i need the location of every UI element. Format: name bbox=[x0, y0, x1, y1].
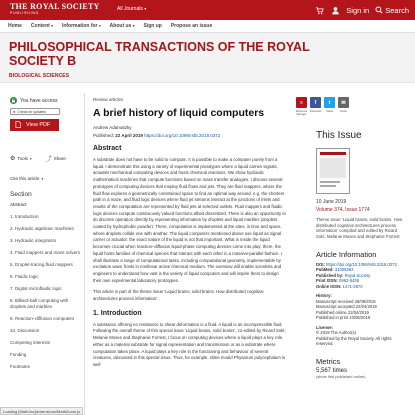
share-label: Share bbox=[53, 156, 66, 161]
license-line: © 2019 The Author(s) bbox=[316, 330, 357, 336]
nav-item-about-us-label: About us bbox=[109, 23, 132, 29]
share-facebook[interactable] bbox=[310, 97, 321, 116]
license-heading: License: bbox=[316, 324, 333, 330]
email-glyph: ✉ bbox=[341, 99, 346, 106]
gear-icon: ⚙ bbox=[10, 156, 16, 162]
print-issn-label: Print ISSN: bbox=[316, 278, 338, 284]
article-type: Review articles bbox=[93, 97, 124, 102]
cite-this-article[interactable] bbox=[10, 176, 82, 181]
journal-subtitle: BIOLOGICAL SCIENCES bbox=[9, 73, 70, 79]
this-issue-heading: This Issue bbox=[316, 130, 362, 141]
nav-item-content-label: Content bbox=[30, 23, 50, 29]
nav-item-home[interactable]: Home bbox=[8, 23, 22, 29]
metrics-heading: Metrics bbox=[316, 356, 341, 366]
access-indicator bbox=[10, 97, 82, 104]
article-main bbox=[93, 97, 288, 369]
section-item[interactable]: Funding bbox=[10, 352, 27, 357]
section-item[interactable]: 3. Hydraulic integrators bbox=[10, 238, 57, 243]
published-date: 22 April 2019 bbox=[115, 133, 143, 138]
share-button[interactable] bbox=[46, 154, 66, 163]
issue-description: Theme issue ‘Liquid brains, solid brains. How distributed cognitive architectures process information’ compiled and edited by Ricard Solé, Melanie Moses and Stephanie Forrest bbox=[316, 217, 403, 240]
journal-title[interactable]: PHILOSOPHICAL TRANSACTIONS OF THE ROYAL SOCIETY B bbox=[9, 40, 310, 68]
left-sidebar bbox=[10, 97, 82, 376]
access-label: You have access bbox=[20, 97, 58, 104]
all-journals-dropdown[interactable] bbox=[117, 6, 146, 12]
issue-volume-link[interactable]: Volume 374, Issue 1774 bbox=[316, 207, 370, 213]
online-issn-label: Online ISSN: bbox=[316, 283, 342, 289]
doi-label: DOI: bbox=[316, 261, 325, 267]
tools-button[interactable] bbox=[10, 155, 32, 162]
search-button[interactable] bbox=[375, 6, 409, 15]
chevron-down-icon: ▾ bbox=[132, 24, 135, 28]
metrics-count: 5,567 times bbox=[316, 367, 348, 374]
section-item[interactable]: 5. Droplet-tracing fluid mappers bbox=[10, 262, 73, 267]
reference-manager-glyph: ≡ bbox=[300, 99, 303, 106]
issue-cover-image[interactable] bbox=[316, 148, 350, 194]
chevron-down-icon: ▾ bbox=[29, 156, 32, 161]
section-item[interactable]: 10. Discussion bbox=[10, 328, 40, 333]
check-for-updates-label: Check for updates bbox=[17, 109, 46, 114]
pubmed-link[interactable]: 31006363 bbox=[334, 267, 354, 273]
history-item: Manuscript accepted 22/04/2019 bbox=[316, 304, 377, 310]
email-icon bbox=[338, 97, 349, 108]
view-pdf-label: View PDF bbox=[26, 122, 51, 128]
section-item[interactable]: Competing interests bbox=[10, 340, 51, 345]
section-item[interactable]: Abstract bbox=[10, 202, 27, 207]
article-information bbox=[316, 262, 408, 347]
pdf-icon bbox=[15, 121, 21, 130]
nav-item-information-for[interactable] bbox=[62, 23, 101, 29]
main-nav bbox=[0, 20, 415, 33]
email-label: Email bbox=[340, 110, 347, 113]
share-icons bbox=[296, 97, 349, 116]
history-item: Published online 22/04/2019 bbox=[316, 309, 369, 315]
share-twitter[interactable] bbox=[324, 97, 335, 116]
royal-society-logo[interactable] bbox=[10, 3, 100, 16]
introduction-heading: 1. Introduction bbox=[93, 309, 142, 317]
section-item[interactable]: 7. Digital microfluidic logic bbox=[10, 286, 62, 291]
nav-item-propose-issue[interactable]: Propose an issue bbox=[170, 23, 213, 29]
check-for-updates-button[interactable] bbox=[10, 108, 60, 115]
twitter-label: Twitter bbox=[325, 110, 334, 113]
share-reference-manager[interactable] bbox=[296, 97, 307, 116]
published-label: Published: bbox=[93, 133, 115, 138]
facebook-glyph: f bbox=[314, 99, 317, 106]
history-item: Manuscript received 26/09/2018 bbox=[316, 298, 376, 304]
brand-name: THE ROYAL SOCIETY bbox=[10, 2, 100, 11]
abstract-text: A substrate does not have to be solid to compute. It is possible to make a computer purely from a liquid. I demonstrate this using a variety of experimental prototypes where a liquid carries signals, actuates mechanical computing devices and hosts chemical reactions. We show hydraulic mathematical machines that compute functions based on mass transfer analogies. I discuss several prototypes of computing devices that employ fluid flows and jets. They are fluid mappers, where the fluid flow explores a geometrically constrained space to find an optimal way around, e.g. the shortest path in a maze, and fluid logic devices where fluid jet streams interact at the junctions of inlets and results of the computation are represented by fluid jets at selected outlets. Fluid mappers and fluidic logic devices compute continuously valued functions albeit discretized. There is also an opportunity to do discrete operation directly by representing information by droplets and liquid marbles (droplets coated by hydrophobic powder). There, computation is implemented at the sites, in time and space, where droplets collide one with another. The liquid computers mentioned above use liquid as signal carrier or actuator: the exact nature of the liquid is not that important. What is inside the liquid becomes crucial when reaction–diffusion liquid-phase computing devices come into play: there, the liquid hosts families of chemical species that interact with each other in a massive-parallel fashion. I shall illustrate a range of computational tasks, including computational geometry, implementable by excitation wave fronts in nonlinear active chemical medium. The overview will enable scientists and engineers to understand how vast is the variety of liquid computers and will inspire them to design their own experimental laboratory prototypes. bbox=[93, 157, 286, 283]
introduction-text: A substance offering no resistance to shear deformation is a fluid. A liquid is an incompressible fluid. Following the overall theme of this special issue ‘Liquid brains, solid brains’, co-edited by Ricard Solé, Melanie Moses and Stephanie Forrest, I focus on computing devices where a liquid plays a key role, either as a material substrate for signal representation and transmission or as a substrate where computation takes place. A liquid plays a key role in the functioning and behaviour of several creatures, discussed in this special issue. Thus, for example, slime mould Physarum polycephalum is well bbox=[93, 321, 286, 367]
chevron-down-icon: ▾ bbox=[41, 176, 44, 181]
section-item[interactable]: 4. Fluid mappers and maze solvers bbox=[10, 250, 81, 255]
article-information-heading: Article Information bbox=[316, 249, 377, 259]
info-doi-link[interactable]: https://doi.org/10.1098/rstb.2018.0372 bbox=[326, 261, 397, 267]
share-email[interactable] bbox=[338, 97, 349, 116]
section-item[interactable]: 1. Introduction bbox=[10, 214, 39, 219]
section-item[interactable]: 6. Fluidic logic bbox=[10, 274, 39, 279]
cart-icon[interactable] bbox=[314, 5, 324, 15]
right-column bbox=[316, 130, 408, 379]
share-icon: ⤴ bbox=[45, 157, 52, 163]
facebook-label: Facebook bbox=[310, 110, 321, 113]
published-by-label: Published by: bbox=[316, 272, 344, 278]
abstract-heading: Abstract bbox=[93, 145, 122, 152]
article-title: A brief history of liquid computers bbox=[93, 107, 265, 119]
section-item[interactable]: 9. Reaction–diffusion computers bbox=[10, 316, 75, 321]
online-issn-link[interactable]: 1471-2970 bbox=[342, 283, 363, 289]
nav-item-about-us[interactable] bbox=[110, 23, 135, 29]
doi-link[interactable]: https://doi.org/10.1098/rstb.2018.0372 bbox=[144, 133, 221, 138]
journal-header bbox=[0, 33, 415, 83]
publication-line bbox=[93, 133, 288, 138]
section-item[interactable]: 2. Hydraulic algebraic machines bbox=[10, 226, 74, 231]
article-author[interactable]: Andrew Adamatzky bbox=[93, 125, 132, 130]
brand-subtitle: PUBLISHING bbox=[10, 11, 40, 15]
nav-item-sign-up[interactable]: Sign up bbox=[143, 23, 162, 29]
chevron-down-icon: ▾ bbox=[144, 6, 147, 11]
reference-manager-label: Reference Manager bbox=[295, 110, 308, 116]
tools-label: Tools bbox=[17, 156, 28, 161]
nav-item-information-for-label: Information for bbox=[61, 23, 98, 29]
user-icon[interactable] bbox=[330, 5, 340, 15]
publisher-link[interactable]: Royal Society bbox=[344, 272, 371, 278]
issue-date: 10 June 2019 bbox=[316, 199, 347, 205]
theme-note: This article is part of the theme issue ‘Liquid brains, solid brains. How distributed cognitive architectures process information’. bbox=[93, 289, 264, 302]
section-item[interactable]: 8. Billiard-ball computing with droplets and marbles bbox=[10, 298, 69, 309]
pubmed-label: PubMed: bbox=[316, 267, 334, 273]
metrics-subtitle: (since first published online) bbox=[316, 373, 366, 379]
reference-manager-icon bbox=[296, 97, 307, 108]
sign-in-link[interactable]: Sign in bbox=[346, 5, 370, 15]
cite-label: Cite this article bbox=[10, 176, 40, 181]
history-heading: History: bbox=[316, 293, 332, 299]
chevron-down-icon: ▾ bbox=[51, 24, 53, 28]
history-item: Published in print 10/06/2019 bbox=[316, 315, 371, 321]
view-pdf-button[interactable] bbox=[10, 119, 59, 131]
tools-row bbox=[10, 154, 82, 163]
status-bar: Loading [MathJax]/extensions/MathZoom.js bbox=[0, 407, 83, 415]
facebook-icon bbox=[310, 97, 321, 108]
search-icon bbox=[375, 6, 383, 14]
section-title: Section bbox=[10, 191, 32, 198]
crossmark-icon: ● bbox=[13, 109, 16, 114]
print-issn-link[interactable]: 0962-8436 bbox=[339, 278, 360, 284]
chevron-down-icon: ▾ bbox=[98, 24, 101, 28]
twitter-icon bbox=[324, 97, 335, 108]
sidebar-divider bbox=[84, 93, 85, 415]
search-label: Search bbox=[385, 5, 409, 15]
twitter-glyph: t bbox=[328, 99, 331, 106]
nav-item-content[interactable] bbox=[31, 23, 53, 29]
all-journals-label: All Journals bbox=[117, 6, 143, 12]
license-line: Published by the Royal Society. All rights reserved. bbox=[316, 335, 392, 347]
section-item[interactable]: Footnotes bbox=[10, 364, 31, 369]
top-bar bbox=[0, 0, 415, 20]
section-list bbox=[10, 202, 82, 370]
unlock-icon bbox=[10, 97, 17, 104]
